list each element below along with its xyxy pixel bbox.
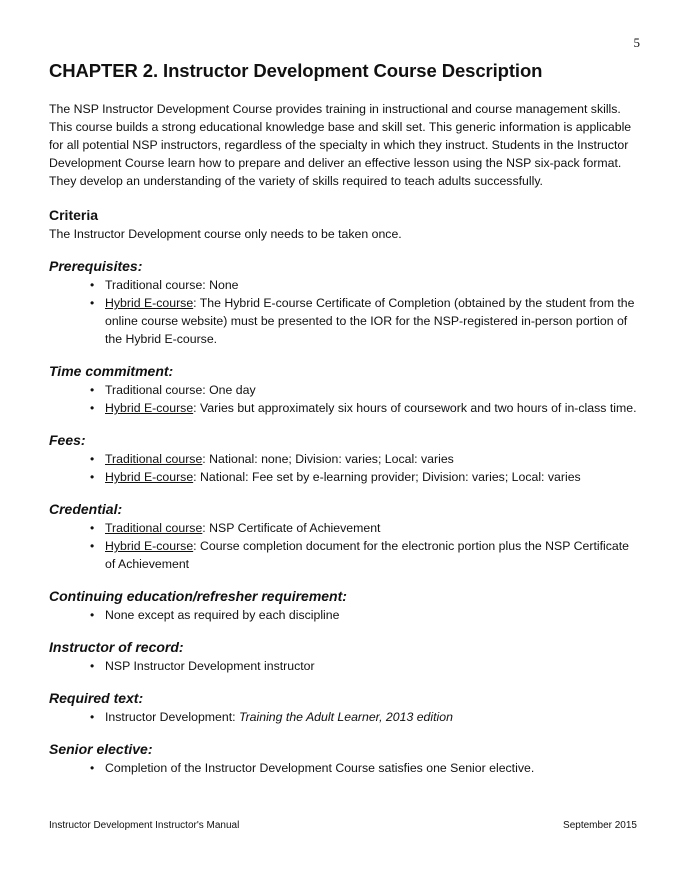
list-item	[105, 708, 641, 726]
time-commitment-list	[49, 381, 641, 417]
hybrid-ecourse-label: Hybrid E-course	[105, 401, 194, 415]
continuing-education-list	[49, 606, 641, 624]
chapter-title: CHAPTER 2. Instructor Development Course Description	[49, 60, 543, 81]
traditional-course-label: Traditional course	[105, 521, 203, 535]
list-item	[105, 468, 641, 486]
hybrid-ecourse-label: Hybrid E-course	[105, 539, 194, 553]
hybrid-ecourse-label: Hybrid E-course	[105, 470, 194, 484]
list-item-text: Instructor Development:	[105, 710, 239, 724]
list-item-text: : NSP Certificate of Achievement	[202, 521, 381, 535]
list-item-text: : National: none; Division: varies; Local: varies	[202, 452, 454, 466]
senior-elective-heading: Senior elective:	[49, 741, 153, 757]
list-item: • Traditional course: None	[105, 276, 641, 294]
list-item-text: : National: Fee set by e-learning provider; Division: varies; Local: varies	[193, 470, 581, 484]
list-item	[105, 537, 641, 573]
fees-list	[49, 450, 641, 486]
continuing-education-heading: Continuing education/refresher requirement:	[49, 588, 347, 604]
required-text-list	[49, 708, 641, 726]
instructor-of-record-heading: Instructor of record:	[49, 639, 184, 655]
intro-paragraph: The NSP Instructor Development Course provides training in instructional and course management skills. This course builds a strong educational knowledge base and skill set. This generic information is applicable for all potential NSP instructors, regardless of the specialty in which they instruct. Students in the Instructor Development Course learn how to prepare and deliver an effective lesson using the NSP six-pack format. They develop an understanding of the variety of skills required to teach adults successfully.	[49, 102, 632, 188]
fees-heading: Fees:	[49, 432, 86, 448]
book-title: Training the Adult Learner, 2013 edition	[238, 710, 453, 724]
list-item: • Traditional course: One day	[105, 381, 641, 399]
prerequisites-heading: Prerequisites:	[49, 258, 143, 274]
traditional-course-label: Traditional course	[105, 452, 203, 466]
credential-list	[49, 519, 641, 573]
list-item	[105, 450, 641, 468]
list-item: • Completion of the Instructor Development Course satisfies one Senior elective.	[105, 759, 641, 777]
list-item-text: : Varies but approximately six hours of coursework and two hours of in-class time.	[193, 401, 637, 415]
senior-elective-list	[49, 759, 641, 777]
criteria-heading: Criteria	[49, 207, 99, 223]
hybrid-ecourse-label: Hybrid E-course	[105, 296, 194, 310]
page-number: 5	[633, 35, 640, 50]
prerequisites-list	[49, 276, 641, 348]
list-item: • NSP Instructor Development instructor	[105, 657, 641, 675]
credential-heading: Credential:	[49, 501, 123, 517]
list-item-text: : The Hybrid E-course Certificate of Completion (obtained by the student from the online course website) must be presented to the IOR for the NSP-registered in-person portion of the Hybrid E-course.	[105, 296, 635, 346]
footer-date: September 2015	[563, 820, 637, 831]
instructor-of-record-list	[49, 657, 641, 675]
page-content	[49, 60, 641, 777]
list-item: • None except as required by each discipline	[105, 606, 641, 624]
list-item	[105, 294, 641, 348]
criteria-text: The Instructor Development course only needs to be taken once.	[49, 227, 402, 241]
list-item	[105, 519, 641, 537]
required-text-heading: Required text:	[49, 690, 144, 706]
time-commitment-heading: Time commitment:	[49, 363, 174, 379]
list-item	[105, 399, 641, 417]
footer-manual-title: Instructor Development Instructor's Manual	[49, 820, 240, 831]
list-item-text: : Course completion document for the electronic portion plus the NSP Certificate of Achievement	[105, 539, 630, 571]
